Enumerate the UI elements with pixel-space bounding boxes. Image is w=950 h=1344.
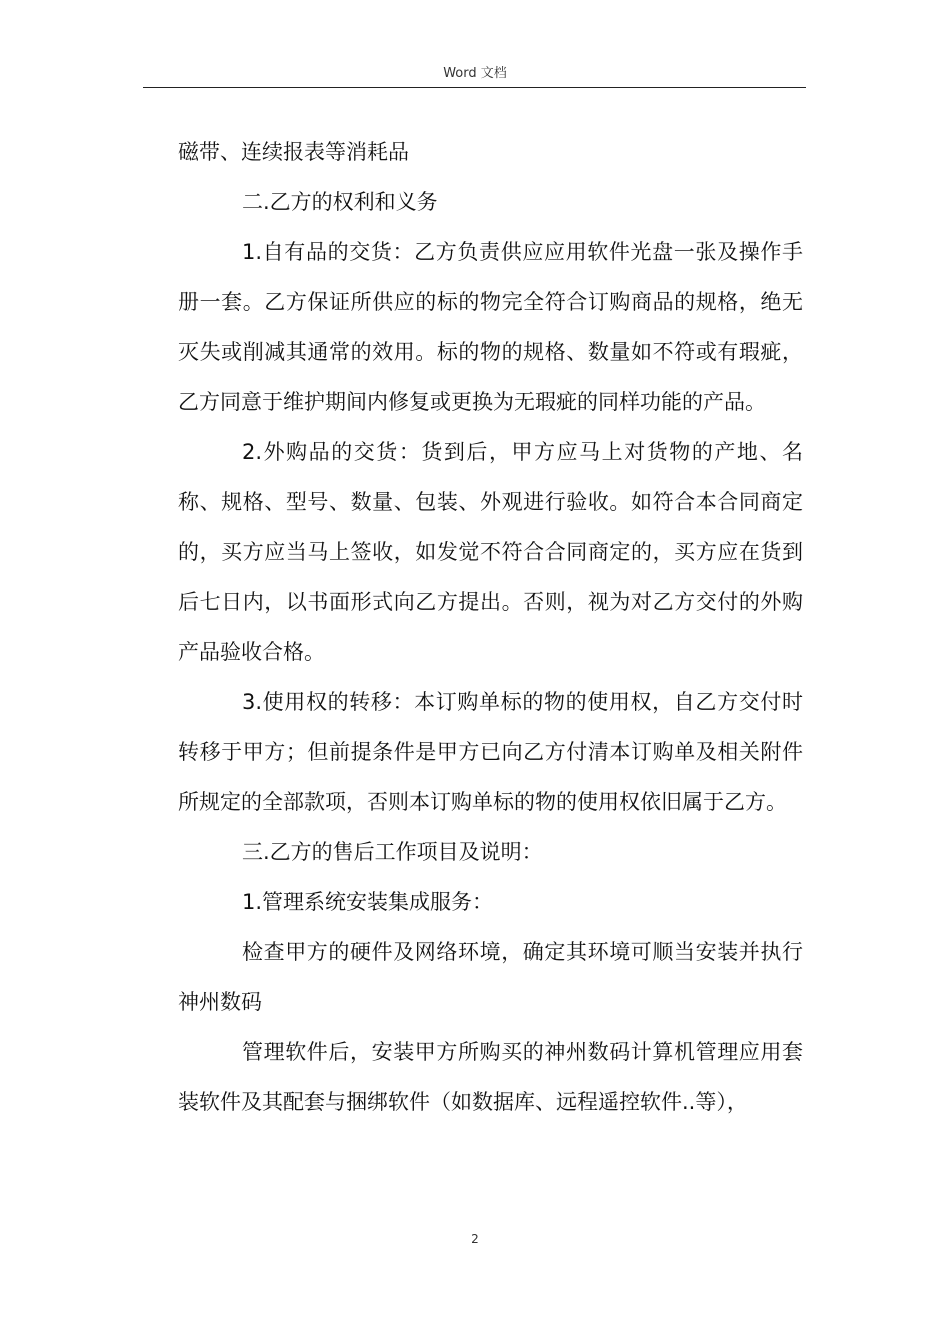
header-title: Word 文档 — [443, 66, 507, 81]
paragraph: 2.外购品的交货：货到后，甲方应马上对货物的产地、名称、规格、型号、数量、包装、外观进行验收。如符合本合同商定的，买方应当马上签收，如发觉不符合合同商定的，买方应在货到后七日内，以书面形式向乙方提出。否则，视为对乙方交付的外购产品验收合格。 — [178, 440, 803, 664]
section-heading: 三.乙方的售后工作项目及说明： — [242, 840, 543, 864]
subsection-heading: 1.管理系统安装集成服务： — [242, 890, 494, 914]
paragraph: 1.自有品的交货：乙方负责供应应用软件光盘一张及操作手册一套。乙方保证所供应的标的物完全符合订购商品的规格，绝无灭失或削减其通常的效用。标的物的规格、数量如不符或有瑕疵，乙方同意于维护期间内修复或更换为无瑕疵的同样功能的产品。 — [178, 240, 803, 414]
header-rule — [143, 87, 806, 88]
document-body — [178, 127, 803, 1127]
section-heading: 二.乙方的权利和义务 — [242, 190, 438, 214]
paragraph: 管理软件后，安装甲方所购买的神州数码计算机管理应用套装软件及其配套与捆绑软件（如数据库、远程遥控软件..等）， — [178, 1040, 803, 1114]
paragraph: 检查甲方的硬件及网络环境，确定其环境可顺当安装并执行神州数码 — [178, 940, 803, 1014]
paragraph: 3.使用权的转移：本订购单标的物的使用权，自乙方交付时转移于甲方；但前提条件是甲方已向乙方付清本订购单及相关附件所规定的全部款项，否则本订购单标的物的使用权依旧属于乙方。 — [178, 690, 803, 814]
page-number: 2 — [471, 1232, 479, 1246]
paragraph: 磁带、连续报表等消耗品 — [178, 140, 409, 164]
